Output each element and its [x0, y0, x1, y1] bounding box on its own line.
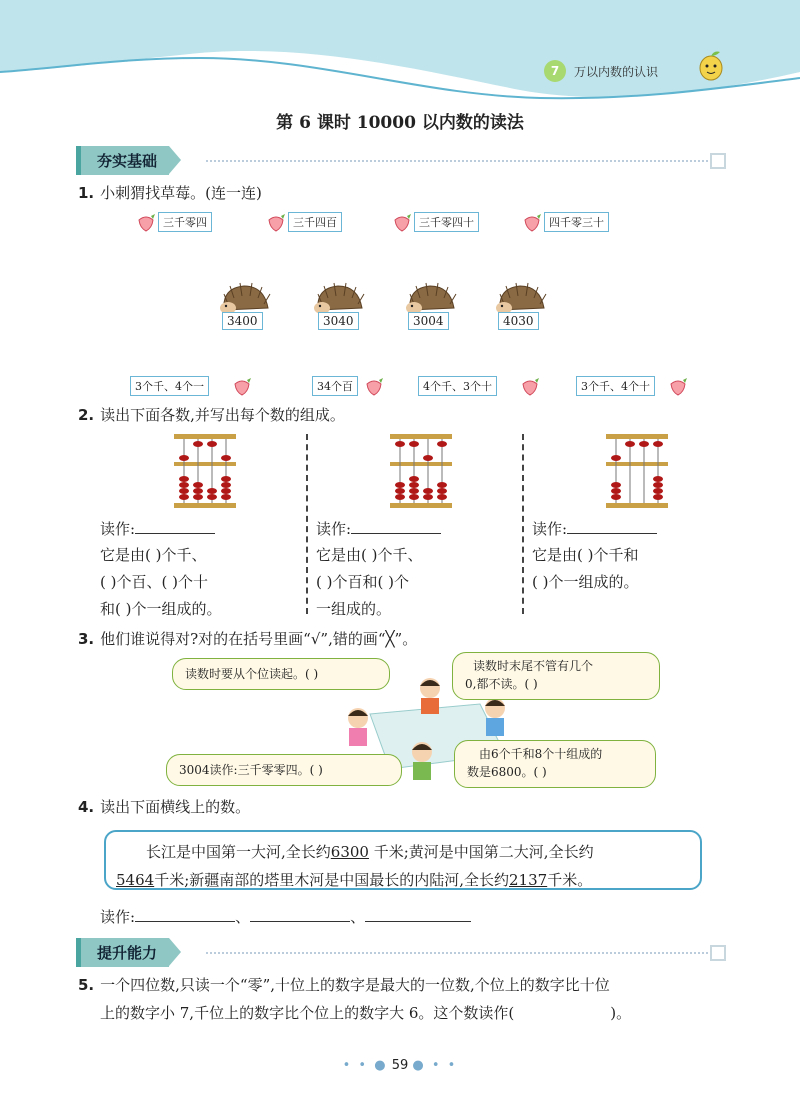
chapter-number: 7	[544, 60, 566, 82]
bubble-2-line1: 读数时末尾不管有几个	[473, 659, 594, 673]
bubble-2-line2: 0,都不读。( )	[465, 677, 538, 691]
hedgehog-icon	[404, 280, 458, 316]
bubble-4	[454, 740, 656, 788]
bottom-label-2[interactable]: 34个百	[312, 376, 358, 396]
section-advanced-label: 提升能力	[76, 938, 169, 967]
bottom-label-4[interactable]: 3个千、4个十	[576, 376, 655, 396]
q4-prompt	[78, 796, 250, 817]
strawberry-icon	[522, 212, 542, 232]
abacus-1	[172, 432, 238, 510]
hedgehog-number-2[interactable]: 3040	[318, 312, 359, 330]
strawberry-icon	[668, 376, 688, 396]
hedgehog-icon	[218, 280, 272, 316]
abacus-2	[388, 432, 454, 510]
col3-read: 读作:	[532, 518, 657, 539]
abacus-3	[604, 432, 670, 510]
number-5464: 5464	[116, 871, 155, 889]
top-label-3[interactable]: 三千零四十	[414, 212, 479, 232]
col3-line2: ( )个一组成的。	[532, 573, 639, 591]
number-6300: 6300	[330, 843, 369, 861]
column-divider	[522, 434, 524, 614]
answer-blank[interactable]	[365, 921, 471, 922]
col3-line1: 它是由( )个千和	[532, 546, 639, 564]
col1-line3: 和( )个一组成的。	[100, 600, 222, 618]
section-basic-label: 夯实基础	[76, 146, 169, 175]
number-2137: 2137	[509, 871, 548, 889]
q2-text: 读出下面各数,并写出每个数的组成。	[100, 406, 345, 424]
bottom-label-3[interactable]: 4个千、3个十	[418, 376, 497, 396]
q3-number: 3.	[78, 630, 95, 648]
q3-prompt	[78, 628, 417, 649]
section-divider	[206, 952, 712, 954]
strawberry-icon	[392, 212, 412, 232]
bubble-4-line2: 数是6800。( )	[467, 765, 547, 779]
section-divider	[206, 160, 712, 162]
answer-blank[interactable]	[250, 921, 350, 922]
q5-line2: 上的数字小 7,千位上的数字比个位上的数字大 6。这个数读作( )。	[100, 1004, 632, 1022]
bubble-2	[452, 652, 660, 700]
chapter-name: 万以内数的认识	[574, 64, 659, 79]
col2-line1: 它是由( )个千、	[316, 546, 423, 564]
section-basic-header	[76, 146, 169, 175]
col2-read: 读作:	[316, 518, 441, 539]
header-wave	[0, 0, 800, 110]
page-number: • • ● 59 ● • •	[342, 1058, 458, 1073]
q2-prompt	[78, 404, 345, 425]
top-label-1[interactable]: 三千零四	[158, 212, 212, 232]
bubble-1: 读数时要从个位读起。( )	[172, 658, 390, 690]
river-passage: 长江是中国第一大河,全长约6300 千米;黄河是中国第二大河,全长约 5464千米;新疆南部的塔里木河是中国最长的内陆河,全长约2137千米。	[104, 830, 702, 890]
q1-text: 小刺猬找草莓。(连一连)	[100, 184, 262, 202]
chapter-tag	[544, 60, 658, 82]
bubble-4-line1: 由6个千和8个十组成的	[479, 747, 603, 761]
bottom-label-1[interactable]: 3个千、4个一	[130, 376, 209, 396]
col1-line2: ( )个百、( )个十	[100, 573, 208, 591]
q2-number: 2.	[78, 406, 95, 424]
col2-line2: ( )个百和( )个	[316, 573, 409, 591]
top-label-4[interactable]: 四千零三十	[544, 212, 609, 232]
strawberry-icon	[364, 376, 384, 396]
section-end-box	[710, 945, 726, 961]
q1-prompt	[78, 182, 262, 203]
col1-line1: 它是由( )个千、	[100, 546, 207, 564]
q1-number: 1.	[78, 184, 95, 202]
bubble-3: 3004读作:三千零零四。( )	[166, 754, 402, 786]
q3-text: 他们谁说得对?对的在括号里画“√”,错的画“╳”。	[100, 630, 418, 648]
pear-mascot-icon	[694, 48, 728, 82]
hedgehog-icon	[494, 280, 548, 316]
strawberry-icon	[232, 376, 252, 396]
column-divider	[306, 434, 308, 614]
hedgehog-icon	[312, 280, 366, 316]
answer-blank[interactable]	[351, 533, 441, 534]
answer-blank[interactable]	[135, 921, 235, 922]
section-advanced-header	[76, 938, 169, 967]
top-label-2[interactable]: 三千四百	[288, 212, 342, 232]
section-end-box	[710, 153, 726, 169]
q4-text: 读出下面横线上的数。	[100, 798, 251, 816]
col1-read: 读作:	[100, 518, 215, 539]
q4-number: 4.	[78, 798, 95, 816]
strawberry-icon	[136, 212, 156, 232]
hedgehog-number-4[interactable]: 4030	[498, 312, 539, 330]
hedgehog-number-3[interactable]: 3004	[408, 312, 449, 330]
answer-blank[interactable]	[567, 533, 657, 534]
q5-line1: 5. 一个四位数,只读一个“零”,十位上的数字是最大的一位数,个位上的数字比十位	[78, 976, 610, 994]
q4-read-line: 读作: 、 、	[100, 906, 471, 927]
lesson-title: 第 6 课时 10000 以内数的读法	[276, 113, 524, 133]
strawberry-icon	[520, 376, 540, 396]
hedgehog-number-1[interactable]: 3400	[222, 312, 263, 330]
col2-line3: 一组成的。	[316, 600, 392, 618]
answer-blank[interactable]	[135, 533, 215, 534]
q5-number: 5.	[78, 976, 95, 994]
strawberry-icon	[266, 212, 286, 232]
